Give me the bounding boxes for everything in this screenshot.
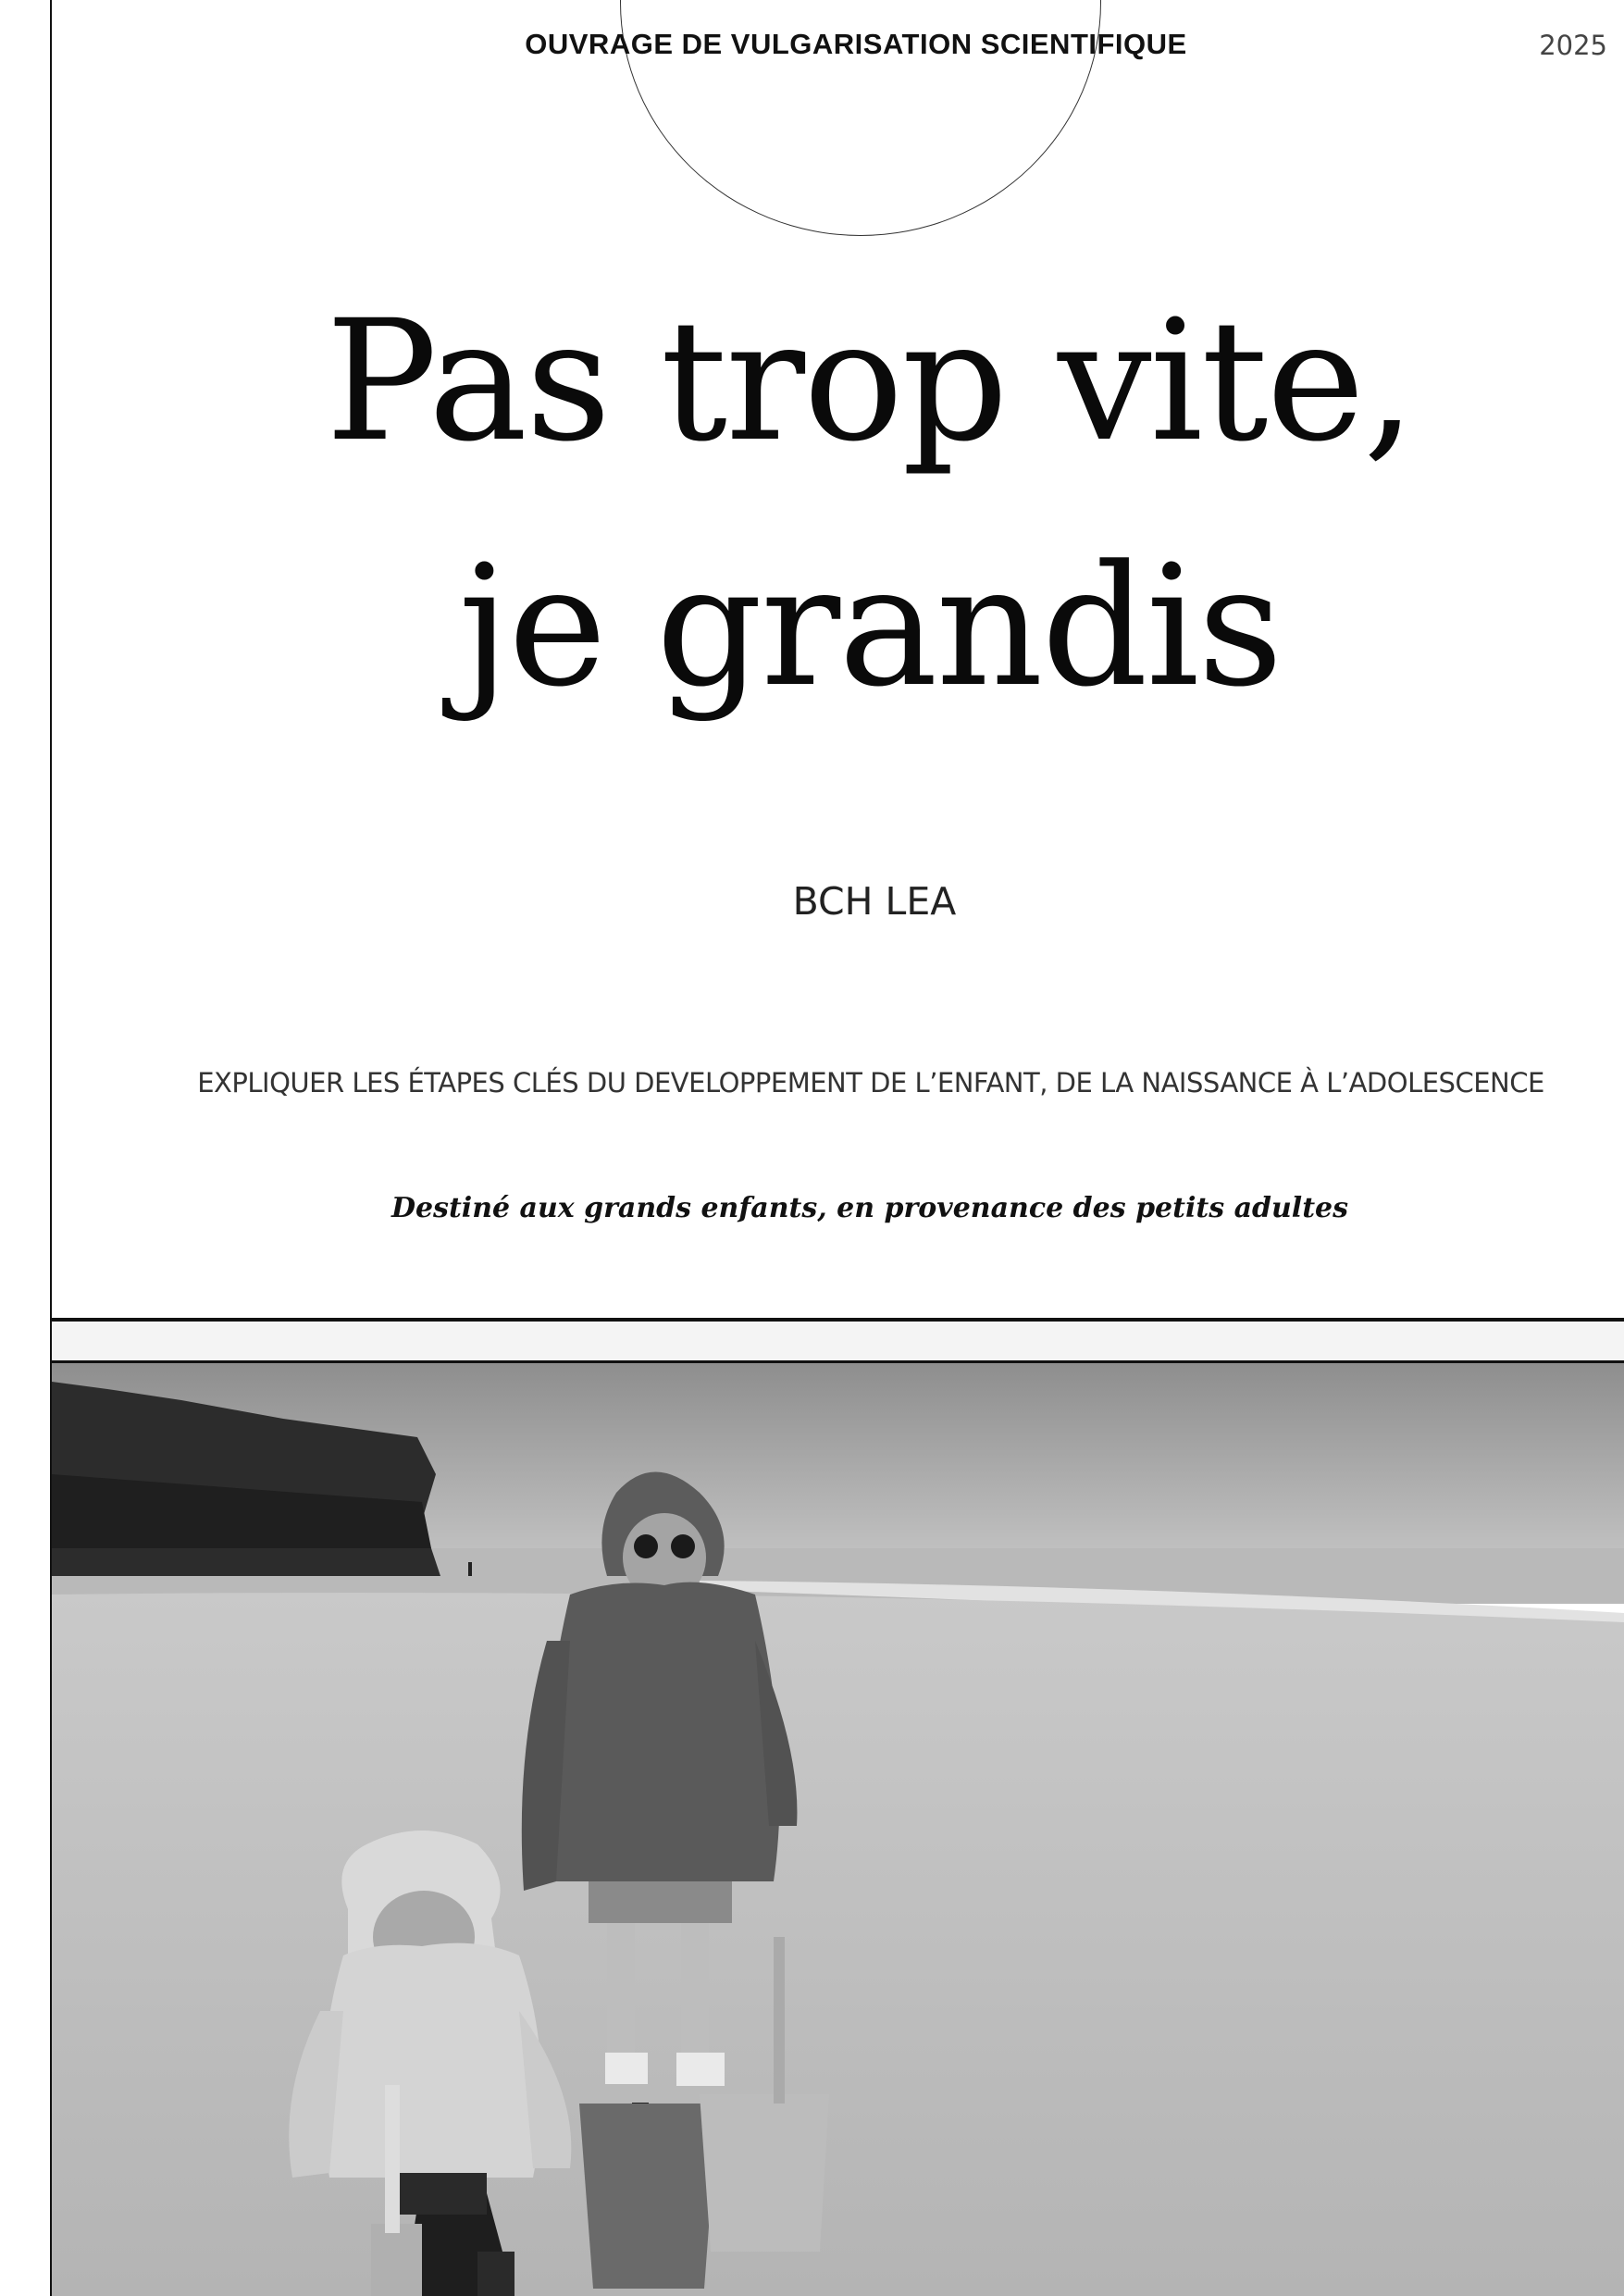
title-line-1: Pas trop vite,: [325, 285, 1415, 478]
book-subtitle: EXPLIQUER LES ÉTAPES CLÉS DU DEVELOPPEMENT DE L’ENFANT, DE LA NAISSANCE À L’ADOLESCENCE: [197, 1067, 1544, 1098]
book-tagline: Destiné aux grands enfants, en provenance des petits adultes: [391, 1192, 1349, 1224]
category-label: OUVRAGE DE VULGARISATION SCIENTIFIQUE: [525, 28, 1187, 60]
publication-year: 2025: [1539, 30, 1607, 61]
beach-sand: [52, 1593, 1624, 2296]
title-line-2: je grandis: [458, 530, 1282, 724]
cover-photo-children-on-beach: [52, 1363, 1624, 2296]
author-name: BCH LEA: [792, 879, 957, 924]
photo-frame-band: [52, 1322, 1624, 1360]
book-title: [0, 259, 1624, 750]
